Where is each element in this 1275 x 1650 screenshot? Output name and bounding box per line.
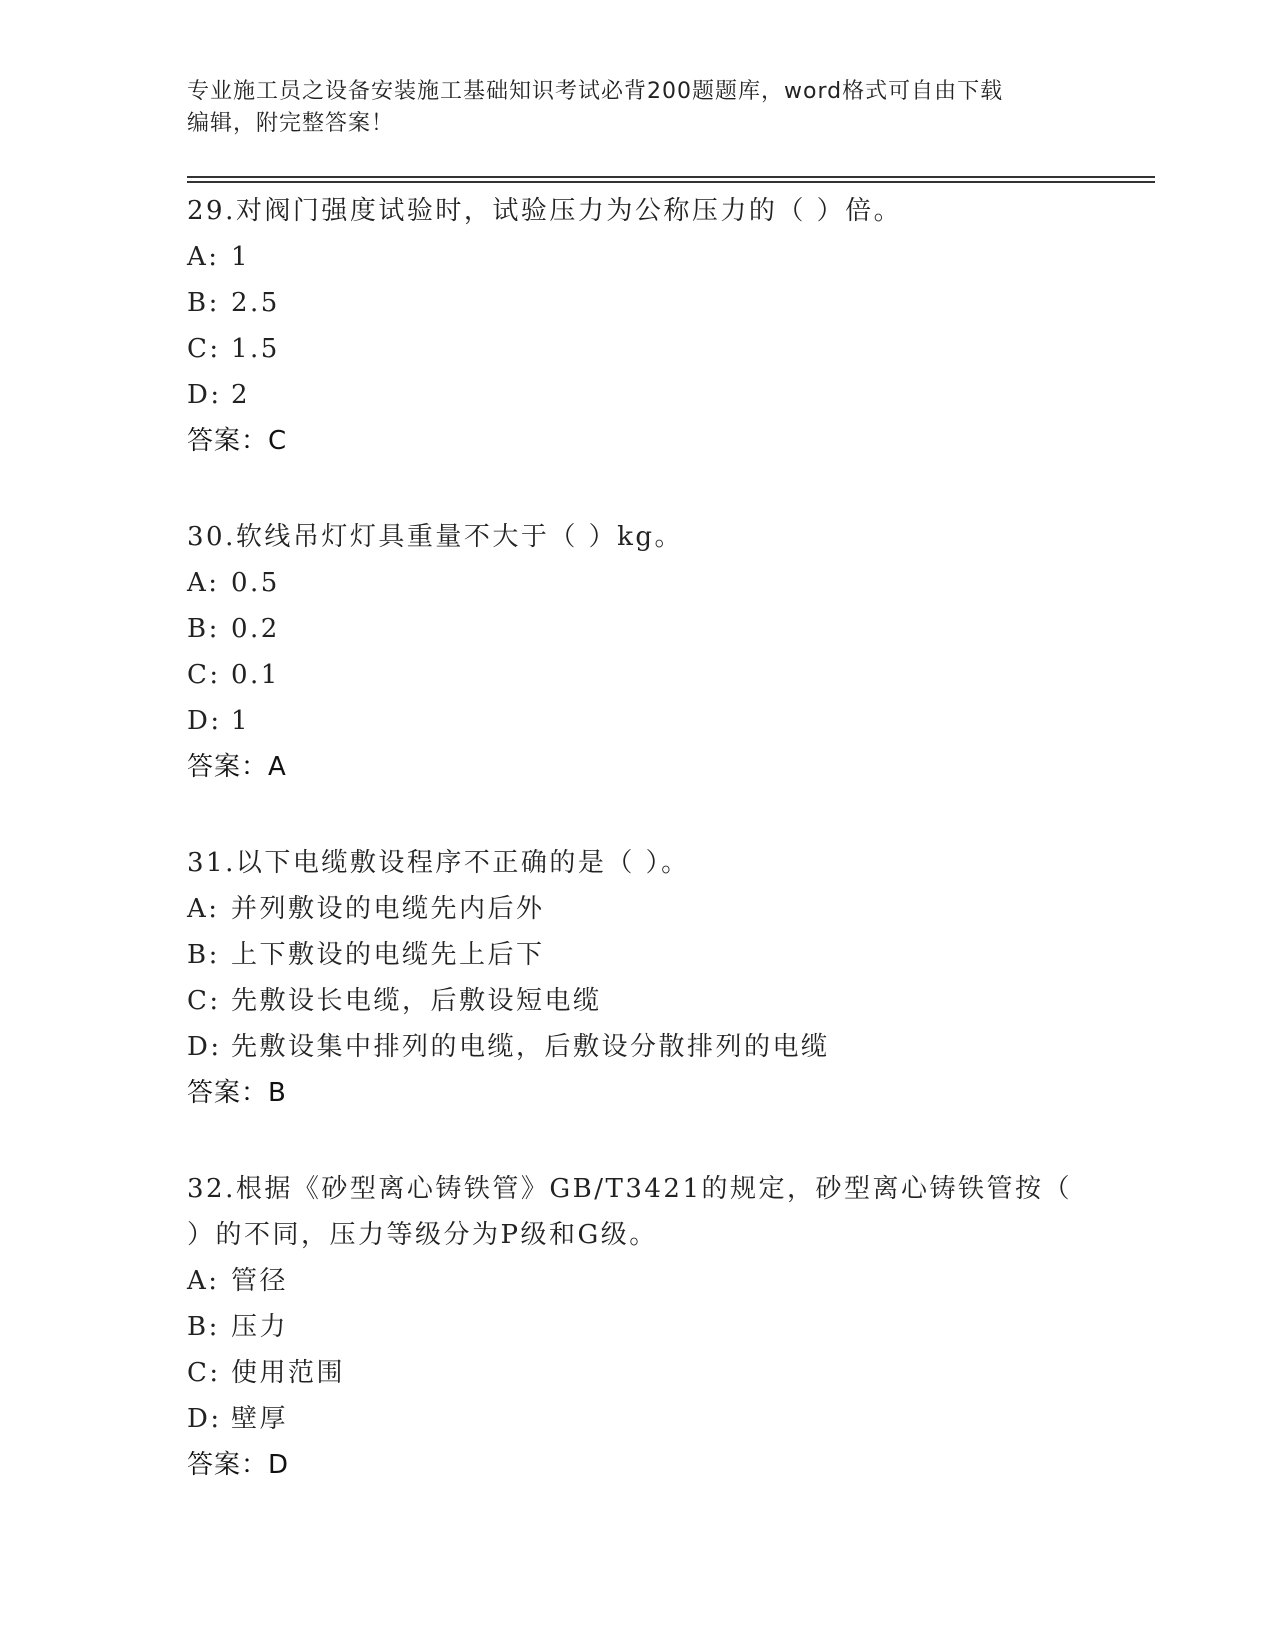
option-key: B: xyxy=(187,1312,220,1342)
option-key: C: xyxy=(187,334,221,364)
option-value: 管径 xyxy=(231,1266,289,1296)
question-31 xyxy=(187,840,1087,1116)
option-value: 2.5 xyxy=(231,288,280,318)
question-29 xyxy=(187,188,1087,464)
option-key: B: xyxy=(187,614,220,644)
option-c xyxy=(187,978,1087,1024)
answer-label: 答案：D xyxy=(187,1450,290,1480)
option-value: 壁厚 xyxy=(231,1404,289,1434)
option-value: 并列敷设的电缆先内后外 xyxy=(231,894,545,924)
option-key: D: xyxy=(187,1404,222,1434)
option-b xyxy=(187,606,1087,652)
option-key: C: xyxy=(187,986,221,1016)
option-value: 1 xyxy=(231,706,251,736)
option-b xyxy=(187,932,1087,978)
option-c xyxy=(187,652,1087,698)
option-c xyxy=(187,1350,1087,1396)
question-30 xyxy=(187,514,1087,790)
option-value: 先敷设集中排列的电缆，后敷设分散排列的电缆 xyxy=(231,1032,830,1062)
option-key: D: xyxy=(187,1032,222,1062)
option-value: 1 xyxy=(231,242,251,272)
option-key: B: xyxy=(187,288,220,318)
option-b xyxy=(187,1304,1087,1350)
option-a xyxy=(187,886,1087,932)
option-d xyxy=(187,1024,1087,1070)
option-d xyxy=(187,698,1087,744)
option-value: 先敷设长电缆，后敷设短电缆 xyxy=(231,986,602,1016)
document-header xyxy=(187,76,1077,140)
question-text-line-1: 32.根据《砂型离心铸铁管》GB/T3421的规定，砂型离心铸铁管按（ xyxy=(187,1174,1072,1204)
answer-label: 答案：A xyxy=(187,752,287,782)
question-text: 29.对阀门强度试验时，试验压力为公称压力的（ ）倍。 xyxy=(187,196,903,226)
option-key: C: xyxy=(187,660,221,690)
header-divider-bottom xyxy=(187,181,1155,183)
option-value: 0.5 xyxy=(231,568,280,598)
answer-label: 答案：C xyxy=(187,426,288,456)
option-value: 0.2 xyxy=(231,614,280,644)
header-line-2: 编辑，附完整答案！ xyxy=(187,111,395,136)
option-value: 0.1 xyxy=(231,660,280,690)
option-a xyxy=(187,1258,1087,1304)
option-key: A: xyxy=(187,894,220,924)
question-list xyxy=(187,188,1087,1538)
option-value: 使用范围 xyxy=(231,1358,346,1388)
option-d xyxy=(187,372,1087,418)
option-key: A: xyxy=(187,242,220,272)
option-key: A: xyxy=(187,1266,220,1296)
question-text: 30.软线吊灯灯具重量不大于（ ）kg。 xyxy=(187,522,684,552)
question-32 xyxy=(187,1166,1087,1488)
option-key: C: xyxy=(187,1358,221,1388)
option-key: D: xyxy=(187,380,222,410)
option-d xyxy=(187,1396,1087,1442)
option-a xyxy=(187,560,1087,606)
option-key: A: xyxy=(187,568,220,598)
option-key: B: xyxy=(187,940,220,970)
option-value: 压力 xyxy=(231,1312,289,1342)
option-a xyxy=(187,234,1087,280)
option-value: 1.5 xyxy=(231,334,280,364)
question-text: 31.以下电缆敷设程序不正确的是（ ）。 xyxy=(187,848,690,878)
option-b xyxy=(187,280,1087,326)
option-value: 2 xyxy=(231,380,251,410)
option-key: D: xyxy=(187,706,222,736)
header-line-1: 专业施工员之设备安装施工基础知识考试必背200题题库，word格式可自由下载 xyxy=(187,79,1004,104)
option-c xyxy=(187,326,1087,372)
answer-label: 答案：B xyxy=(187,1078,287,1108)
question-text-line-2: ）的不同，压力等级分为P级和G级。 xyxy=(187,1220,658,1250)
header-divider-top xyxy=(187,176,1155,178)
option-value: 上下敷设的电缆先上后下 xyxy=(231,940,545,970)
